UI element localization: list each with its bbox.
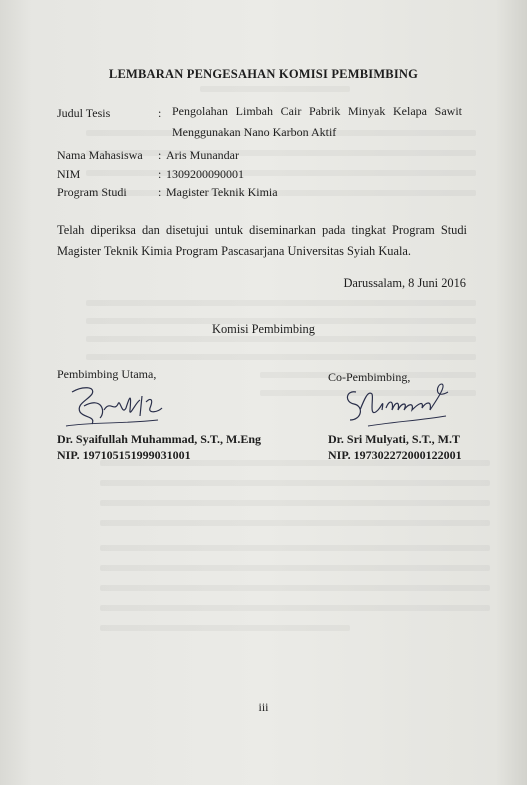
bleed-through-text [86, 170, 476, 176]
bleed-through-text [86, 150, 476, 156]
field-colon: : [158, 185, 162, 199]
field-value-student-name: Aris Munandar [166, 148, 239, 162]
field-colon: : [158, 106, 162, 120]
bleed-through-text [100, 520, 490, 526]
bleed-through-text [200, 86, 350, 92]
main-supervisor-signature [62, 382, 172, 430]
field-label-nim: NIM [57, 167, 81, 181]
bleed-through-text [100, 545, 490, 551]
place-date: Darussalam, 8 Juni 2016 [343, 276, 466, 290]
co-supervisor-name: Dr. Sri Mulyati, S.T., M.T [328, 432, 461, 446]
bleed-through-text [100, 625, 350, 631]
co-supervisor-signature [338, 380, 458, 430]
bleed-through-text [100, 480, 490, 486]
field-colon: : [158, 167, 162, 181]
main-supervisor-nip: NIP. 197105151999031001 [57, 448, 191, 462]
field-value-nim: 1309200090001 [166, 167, 244, 181]
main-supervisor-name: Dr. Syaifullah Muhammad, S.T., M.Eng [57, 432, 262, 446]
field-label-student-name: Nama Mahasiswa [57, 148, 143, 162]
page-number: iii [258, 700, 269, 714]
bleed-through-text [86, 190, 476, 196]
committee-heading: Komisi Pembimbing [212, 322, 315, 336]
field-value-thesis-title: Pengolahan Limbah Cair Pabrik Minyak Kelapa Sawit Menggunakan Nano Karbon Aktif [172, 104, 462, 139]
field-value-program: Magister Teknik Kimia [166, 185, 278, 199]
document-title: LEMBARAN PENGESAHAN KOMISI PEMBIMBING [108, 67, 419, 81]
field-label-program: Program Studi [57, 185, 127, 199]
approval-statement: Telah diperiksa dan disetujui untuk diseminarkan pada tingkat Program Studi Magister Teknik Kimia Program Pascasarjana Universitas Syiah Kuala. [57, 223, 467, 258]
main-supervisor-role: Pembimbing Utama, [57, 367, 157, 381]
co-supervisor-nip: NIP. 197302272000122001 [328, 448, 462, 462]
field-label-thesis-title: Judul Tesis [57, 106, 111, 120]
co-supervisor-role: Co-Pembimbing, [328, 370, 411, 384]
bleed-through-text [86, 300, 476, 306]
bleed-through-text [100, 565, 490, 571]
bleed-through-text [100, 585, 490, 591]
bleed-through-text [86, 354, 476, 360]
bleed-through-text [100, 605, 490, 611]
bleed-through-text [100, 500, 490, 506]
field-colon: : [158, 148, 162, 162]
